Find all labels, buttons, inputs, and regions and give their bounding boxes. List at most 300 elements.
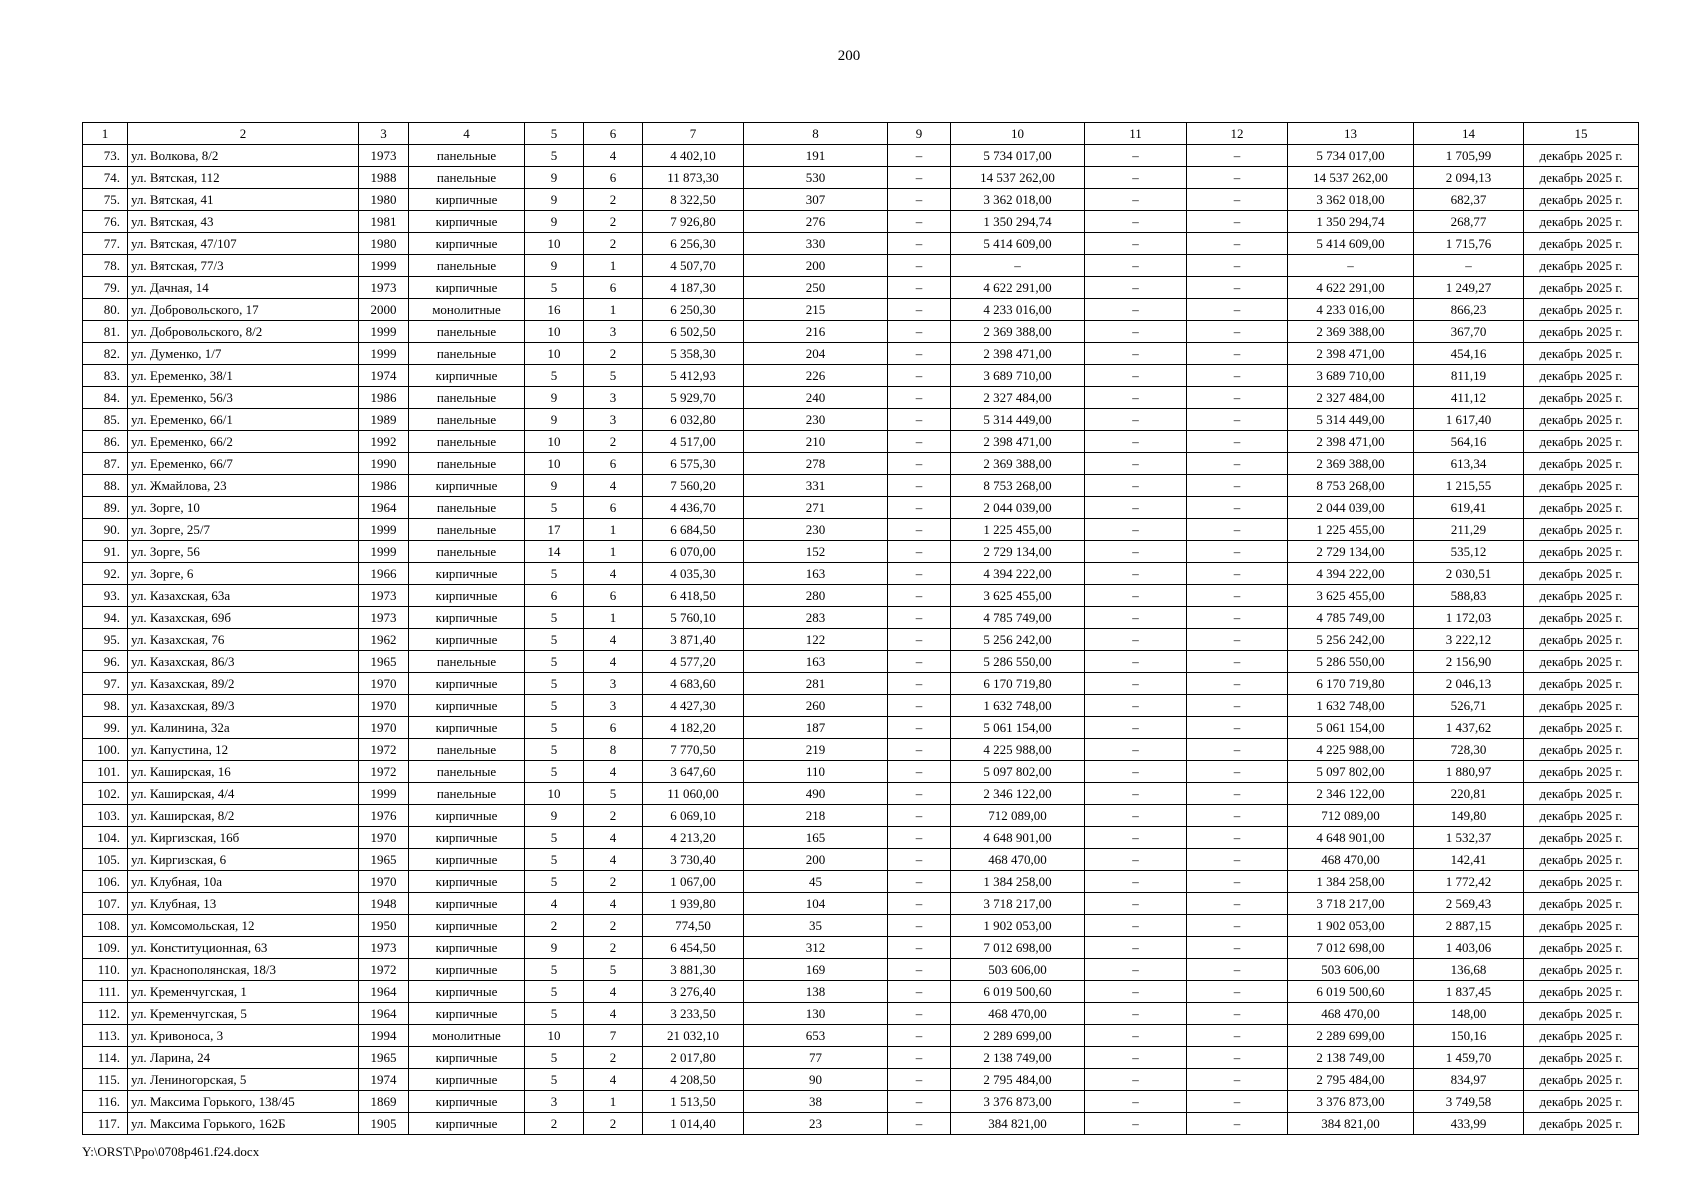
cell-col-12: – [1187, 409, 1288, 431]
cell-cost: 5 256 242,00 [951, 629, 1085, 651]
cell-col-12: – [1187, 695, 1288, 717]
table-row [83, 739, 1639, 761]
cell-floors: 5 [525, 1047, 584, 1069]
cell-total-cost: 1 902 053,00 [1288, 915, 1414, 937]
cell-address: ул. Думенко, 1/7 [128, 343, 359, 365]
cell-deadline: декабрь 2025 г. [1524, 1047, 1639, 1069]
column-header-4: 4 [409, 123, 525, 145]
cell-cost-per-sqm: 866,23 [1414, 299, 1524, 321]
cell-cost-per-sqm: 1 172,03 [1414, 607, 1524, 629]
column-header-8: 8 [744, 123, 888, 145]
cell-cost: 5 061 154,00 [951, 717, 1085, 739]
cell-entrances: 6 [584, 497, 643, 519]
cell-col-11: – [1085, 629, 1187, 651]
cell-floors: 4 [525, 893, 584, 915]
cell-col-9: – [888, 783, 951, 805]
cell-col-9: – [888, 211, 951, 233]
cell-wall-material: панельные [409, 431, 525, 453]
cell-address: ул. Вятская, 112 [128, 167, 359, 189]
cell-row-number: 106. [83, 871, 128, 893]
cell-residents: 331 [744, 475, 888, 497]
cell-build-year: 1964 [359, 1003, 409, 1025]
cell-address: ул. Калинина, 32а [128, 717, 359, 739]
cell-col-11: – [1085, 937, 1187, 959]
cell-deadline: декабрь 2025 г. [1524, 893, 1639, 915]
cell-row-number: 88. [83, 475, 128, 497]
cell-area: 3 276,40 [643, 981, 744, 1003]
column-header-11: 11 [1085, 123, 1187, 145]
cell-residents: 45 [744, 871, 888, 893]
table-row [83, 519, 1639, 541]
cell-col-9: – [888, 959, 951, 981]
cell-entrances: 6 [584, 585, 643, 607]
cell-area: 1 513,50 [643, 1091, 744, 1113]
cell-address: ул. Зорге, 10 [128, 497, 359, 519]
cell-col-9: – [888, 673, 951, 695]
cell-cost-per-sqm: 535,12 [1414, 541, 1524, 563]
cell-residents: 163 [744, 651, 888, 673]
cell-address: ул. Вятская, 47/107 [128, 233, 359, 255]
cell-build-year: 1976 [359, 805, 409, 827]
cell-cost: 4 394 222,00 [951, 563, 1085, 585]
cell-col-11: – [1085, 607, 1187, 629]
cell-floors: 5 [525, 959, 584, 981]
cell-cost: 8 753 268,00 [951, 475, 1085, 497]
cell-address: ул. Киргизская, 16б [128, 827, 359, 849]
cell-deadline: декабрь 2025 г. [1524, 409, 1639, 431]
cell-total-cost: 2 795 484,00 [1288, 1069, 1414, 1091]
cell-floors: 10 [525, 783, 584, 805]
cell-cost-per-sqm: 728,30 [1414, 739, 1524, 761]
cell-build-year: 1986 [359, 475, 409, 497]
cell-build-year: 1948 [359, 893, 409, 915]
cell-deadline: декабрь 2025 г. [1524, 651, 1639, 673]
cell-total-cost: – [1288, 255, 1414, 277]
cell-col-11: – [1085, 453, 1187, 475]
table-row [83, 409, 1639, 431]
cell-entrances: 3 [584, 409, 643, 431]
table-row [83, 1003, 1639, 1025]
cell-wall-material: монолитные [409, 299, 525, 321]
cell-row-number: 78. [83, 255, 128, 277]
cell-total-cost: 5 414 609,00 [1288, 233, 1414, 255]
cell-col-12: – [1187, 277, 1288, 299]
cell-cost: 1 350 294,74 [951, 211, 1085, 233]
cell-build-year: 1988 [359, 167, 409, 189]
cell-col-12: – [1187, 189, 1288, 211]
cell-build-year: 1905 [359, 1113, 409, 1135]
cell-floors: 5 [525, 827, 584, 849]
cell-residents: 216 [744, 321, 888, 343]
table-row [83, 893, 1639, 915]
cell-row-number: 113. [83, 1025, 128, 1047]
cell-total-cost: 5 256 242,00 [1288, 629, 1414, 651]
table-row [83, 959, 1639, 981]
cell-build-year: 1970 [359, 717, 409, 739]
cell-address: ул. Еременко, 56/3 [128, 387, 359, 409]
cell-total-cost: 1 350 294,74 [1288, 211, 1414, 233]
cell-deadline: декабрь 2025 г. [1524, 1091, 1639, 1113]
cell-residents: 307 [744, 189, 888, 211]
cell-area: 4 577,20 [643, 651, 744, 673]
cell-cost-per-sqm: 1 249,27 [1414, 277, 1524, 299]
cell-row-number: 81. [83, 321, 128, 343]
cell-wall-material: панельные [409, 255, 525, 277]
cell-col-9: – [888, 409, 951, 431]
cell-address: ул. Казахская, 89/2 [128, 673, 359, 695]
cell-residents: 104 [744, 893, 888, 915]
cell-cost-per-sqm: 811,19 [1414, 365, 1524, 387]
cell-deadline: декабрь 2025 г. [1524, 519, 1639, 541]
cell-col-9: – [888, 277, 951, 299]
cell-col-11: – [1085, 167, 1187, 189]
cell-total-cost: 4 394 222,00 [1288, 563, 1414, 585]
cell-cost-per-sqm: 2 046,13 [1414, 673, 1524, 695]
cell-col-11: – [1085, 717, 1187, 739]
cell-total-cost: 4 233 016,00 [1288, 299, 1414, 321]
table-body [83, 145, 1639, 1135]
cell-build-year: 1970 [359, 871, 409, 893]
cell-col-12: – [1187, 1113, 1288, 1135]
cell-build-year: 1981 [359, 211, 409, 233]
cell-wall-material: панельные [409, 739, 525, 761]
cell-cost: 5 286 550,00 [951, 651, 1085, 673]
cell-col-9: – [888, 233, 951, 255]
table-row [83, 981, 1639, 1003]
cell-residents: 281 [744, 673, 888, 695]
cell-build-year: 1972 [359, 959, 409, 981]
cell-col-11: – [1085, 1091, 1187, 1113]
table-row [83, 211, 1639, 233]
cell-entrances: 1 [584, 299, 643, 321]
cell-total-cost: 2 044 039,00 [1288, 497, 1414, 519]
cell-area: 2 017,80 [643, 1047, 744, 1069]
cell-cost: 5 097 802,00 [951, 761, 1085, 783]
cell-cost: 4 622 291,00 [951, 277, 1085, 299]
cell-col-11: – [1085, 1003, 1187, 1025]
cell-col-9: – [888, 299, 951, 321]
cell-total-cost: 2 138 749,00 [1288, 1047, 1414, 1069]
cell-row-number: 107. [83, 893, 128, 915]
cell-area: 3 647,60 [643, 761, 744, 783]
cell-build-year: 1970 [359, 673, 409, 695]
cell-floors: 5 [525, 849, 584, 871]
cell-deadline: декабрь 2025 г. [1524, 475, 1639, 497]
table-row [83, 1047, 1639, 1069]
cell-build-year: 1965 [359, 849, 409, 871]
cell-total-cost: 2 729 134,00 [1288, 541, 1414, 563]
cell-deadline: декабрь 2025 г. [1524, 805, 1639, 827]
header-row [83, 123, 1639, 145]
cell-build-year: 1972 [359, 739, 409, 761]
cell-cost-per-sqm: 367,70 [1414, 321, 1524, 343]
cell-address: ул. Краснополянская, 18/3 [128, 959, 359, 981]
cell-col-9: – [888, 893, 951, 915]
cell-col-9: – [888, 497, 951, 519]
cell-col-9: – [888, 365, 951, 387]
cell-col-12: – [1187, 233, 1288, 255]
cell-residents: 200 [744, 255, 888, 277]
cell-row-number: 91. [83, 541, 128, 563]
cell-area: 21 032,10 [643, 1025, 744, 1047]
cell-cost: 2 044 039,00 [951, 497, 1085, 519]
cell-build-year: 1980 [359, 189, 409, 211]
cell-col-12: – [1187, 475, 1288, 497]
cell-col-9: – [888, 915, 951, 937]
cell-col-12: – [1187, 585, 1288, 607]
cell-deadline: декабрь 2025 г. [1524, 321, 1639, 343]
cell-col-12: – [1187, 981, 1288, 1003]
cell-total-cost: 3 376 873,00 [1288, 1091, 1414, 1113]
cell-cost: 7 012 698,00 [951, 937, 1085, 959]
table-row [83, 189, 1639, 211]
cell-cost-per-sqm: 433,99 [1414, 1113, 1524, 1135]
cell-entrances: 3 [584, 695, 643, 717]
cell-row-number: 117. [83, 1113, 128, 1135]
cell-deadline: декабрь 2025 г. [1524, 981, 1639, 1003]
cell-col-9: – [888, 167, 951, 189]
cell-residents: 191 [744, 145, 888, 167]
cell-wall-material: кирпичные [409, 827, 525, 849]
table-row [83, 233, 1639, 255]
cell-row-number: 100. [83, 739, 128, 761]
cell-floors: 5 [525, 497, 584, 519]
cell-residents: 169 [744, 959, 888, 981]
cell-deadline: декабрь 2025 г. [1524, 673, 1639, 695]
cell-row-number: 97. [83, 673, 128, 695]
cell-cost: 2 729 134,00 [951, 541, 1085, 563]
cell-row-number: 79. [83, 277, 128, 299]
cell-row-number: 108. [83, 915, 128, 937]
column-header-6: 6 [584, 123, 643, 145]
cell-cost-per-sqm: 148,00 [1414, 1003, 1524, 1025]
cell-floors: 9 [525, 189, 584, 211]
cell-wall-material: кирпичные [409, 563, 525, 585]
cell-build-year: 1999 [359, 541, 409, 563]
cell-floors: 5 [525, 739, 584, 761]
cell-floors: 5 [525, 651, 584, 673]
cell-row-number: 86. [83, 431, 128, 453]
cell-cost-per-sqm: 411,12 [1414, 387, 1524, 409]
cell-col-12: – [1187, 827, 1288, 849]
cell-area: 6 418,50 [643, 585, 744, 607]
cell-area: 8 322,50 [643, 189, 744, 211]
table-row [83, 827, 1639, 849]
cell-total-cost: 3 362 018,00 [1288, 189, 1414, 211]
cell-cost: 1 902 053,00 [951, 915, 1085, 937]
cell-row-number: 98. [83, 695, 128, 717]
cell-cost: 3 376 873,00 [951, 1091, 1085, 1113]
table-row [83, 673, 1639, 695]
cell-wall-material: кирпичные [409, 1113, 525, 1135]
cell-row-number: 73. [83, 145, 128, 167]
cell-row-number: 93. [83, 585, 128, 607]
cell-total-cost: 6 170 719,80 [1288, 673, 1414, 695]
cell-col-9: – [888, 1069, 951, 1091]
table-row [83, 277, 1639, 299]
cell-row-number: 116. [83, 1091, 128, 1113]
cell-col-9: – [888, 761, 951, 783]
cell-area: 4 182,20 [643, 717, 744, 739]
cell-row-number: 87. [83, 453, 128, 475]
cell-build-year: 1999 [359, 519, 409, 541]
cell-build-year: 1973 [359, 585, 409, 607]
cell-col-11: – [1085, 585, 1187, 607]
table-row [83, 761, 1639, 783]
cell-col-9: – [888, 1113, 951, 1135]
cell-total-cost: 1 225 455,00 [1288, 519, 1414, 541]
cell-address: ул. Кременчугская, 5 [128, 1003, 359, 1025]
cell-floors: 16 [525, 299, 584, 321]
cell-cost: 2 138 749,00 [951, 1047, 1085, 1069]
cell-wall-material: кирпичные [409, 717, 525, 739]
table-row [83, 695, 1639, 717]
cell-col-12: – [1187, 783, 1288, 805]
cell-floors: 10 [525, 233, 584, 255]
cell-row-number: 77. [83, 233, 128, 255]
cell-cost-per-sqm: 588,83 [1414, 585, 1524, 607]
cell-total-cost: 3 625 455,00 [1288, 585, 1414, 607]
cell-wall-material: панельные [409, 497, 525, 519]
cell-total-cost: 2 369 388,00 [1288, 321, 1414, 343]
cell-area: 1 014,40 [643, 1113, 744, 1135]
cell-cost-per-sqm: 613,34 [1414, 453, 1524, 475]
cell-address: ул. Еременко, 66/2 [128, 431, 359, 453]
cell-floors: 5 [525, 607, 584, 629]
cell-residents: 276 [744, 211, 888, 233]
cell-area: 6 684,50 [643, 519, 744, 541]
cell-total-cost: 5 061 154,00 [1288, 717, 1414, 739]
cell-col-11: – [1085, 497, 1187, 519]
cell-cost-per-sqm: 1 880,97 [1414, 761, 1524, 783]
table-row [83, 783, 1639, 805]
cell-floors: 14 [525, 541, 584, 563]
cell-row-number: 112. [83, 1003, 128, 1025]
cell-col-12: – [1187, 1025, 1288, 1047]
cell-wall-material: кирпичные [409, 959, 525, 981]
cell-deadline: декабрь 2025 г. [1524, 343, 1639, 365]
column-header-9: 9 [888, 123, 951, 145]
cell-cost-per-sqm: 1 437,62 [1414, 717, 1524, 739]
table-row [83, 1091, 1639, 1113]
cell-cost: 4 785 749,00 [951, 607, 1085, 629]
cell-wall-material: панельные [409, 409, 525, 431]
column-header-15: 15 [1524, 123, 1639, 145]
cell-cost: 2 289 699,00 [951, 1025, 1085, 1047]
cell-col-11: – [1085, 805, 1187, 827]
cell-address: ул. Кременчугская, 1 [128, 981, 359, 1003]
cell-wall-material: панельные [409, 167, 525, 189]
cell-col-11: – [1085, 365, 1187, 387]
cell-total-cost: 384 821,00 [1288, 1113, 1414, 1135]
cell-floors: 9 [525, 255, 584, 277]
cell-wall-material: кирпичные [409, 189, 525, 211]
table-row [83, 629, 1639, 651]
cell-area: 6 250,30 [643, 299, 744, 321]
cell-col-11: – [1085, 541, 1187, 563]
cell-entrances: 1 [584, 541, 643, 563]
cell-entrances: 4 [584, 893, 643, 915]
cell-area: 5 358,30 [643, 343, 744, 365]
cell-build-year: 1974 [359, 1069, 409, 1091]
cell-wall-material: панельные [409, 453, 525, 475]
cell-area: 1 939,80 [643, 893, 744, 915]
table-row [83, 1025, 1639, 1047]
cell-cost-per-sqm: 1 532,37 [1414, 827, 1524, 849]
table-row [83, 145, 1639, 167]
cell-residents: 330 [744, 233, 888, 255]
cell-col-11: – [1085, 321, 1187, 343]
cell-cost-per-sqm: 526,71 [1414, 695, 1524, 717]
cell-build-year: 1970 [359, 695, 409, 717]
cell-residents: 204 [744, 343, 888, 365]
cell-residents: 530 [744, 167, 888, 189]
cell-col-12: – [1187, 805, 1288, 827]
cell-build-year: 1964 [359, 981, 409, 1003]
cell-col-9: – [888, 453, 951, 475]
cell-deadline: декабрь 2025 г. [1524, 959, 1639, 981]
cell-residents: 653 [744, 1025, 888, 1047]
cell-entrances: 4 [584, 475, 643, 497]
cell-floors: 10 [525, 1025, 584, 1047]
cell-build-year: 1970 [359, 827, 409, 849]
cell-wall-material: кирпичные [409, 1047, 525, 1069]
cell-entrances: 1 [584, 519, 643, 541]
cell-row-number: 96. [83, 651, 128, 673]
cell-residents: 260 [744, 695, 888, 717]
cell-address: ул. Казахская, 86/3 [128, 651, 359, 673]
cell-area: 4 213,20 [643, 827, 744, 849]
cell-deadline: декабрь 2025 г. [1524, 849, 1639, 871]
cell-deadline: декабрь 2025 г. [1524, 453, 1639, 475]
cell-total-cost: 2 398 471,00 [1288, 431, 1414, 453]
cell-total-cost: 5 314 449,00 [1288, 409, 1414, 431]
cell-area: 11 060,00 [643, 783, 744, 805]
cell-entrances: 4 [584, 629, 643, 651]
cell-total-cost: 468 470,00 [1288, 1003, 1414, 1025]
cell-residents: 210 [744, 431, 888, 453]
cell-cost-per-sqm: 834,97 [1414, 1069, 1524, 1091]
cell-col-11: – [1085, 277, 1187, 299]
cell-entrances: 4 [584, 651, 643, 673]
cell-address: ул. Дачная, 14 [128, 277, 359, 299]
cell-wall-material: панельные [409, 387, 525, 409]
cell-floors: 5 [525, 1069, 584, 1091]
cell-deadline: декабрь 2025 г. [1524, 145, 1639, 167]
cell-address: ул. Зорге, 6 [128, 563, 359, 585]
cell-address: ул. Капустина, 12 [128, 739, 359, 761]
cell-residents: 77 [744, 1047, 888, 1069]
cell-cost: 5 414 609,00 [951, 233, 1085, 255]
cell-area: 6 070,00 [643, 541, 744, 563]
cell-col-9: – [888, 1003, 951, 1025]
cell-address: ул. Казахская, 89/3 [128, 695, 359, 717]
cell-wall-material: кирпичные [409, 233, 525, 255]
cell-row-number: 74. [83, 167, 128, 189]
cell-build-year: 1974 [359, 365, 409, 387]
cell-address: ул. Казахская, 63а [128, 585, 359, 607]
cell-area: 7 926,80 [643, 211, 744, 233]
cell-area: 4 035,30 [643, 563, 744, 585]
cell-wall-material: кирпичные [409, 585, 525, 607]
table-row [83, 717, 1639, 739]
cell-total-cost: 4 785 749,00 [1288, 607, 1414, 629]
cell-wall-material: кирпичные [409, 893, 525, 915]
cell-col-9: – [888, 607, 951, 629]
cell-wall-material: кирпичные [409, 673, 525, 695]
cell-address: ул. Казахская, 76 [128, 629, 359, 651]
cell-total-cost: 503 606,00 [1288, 959, 1414, 981]
